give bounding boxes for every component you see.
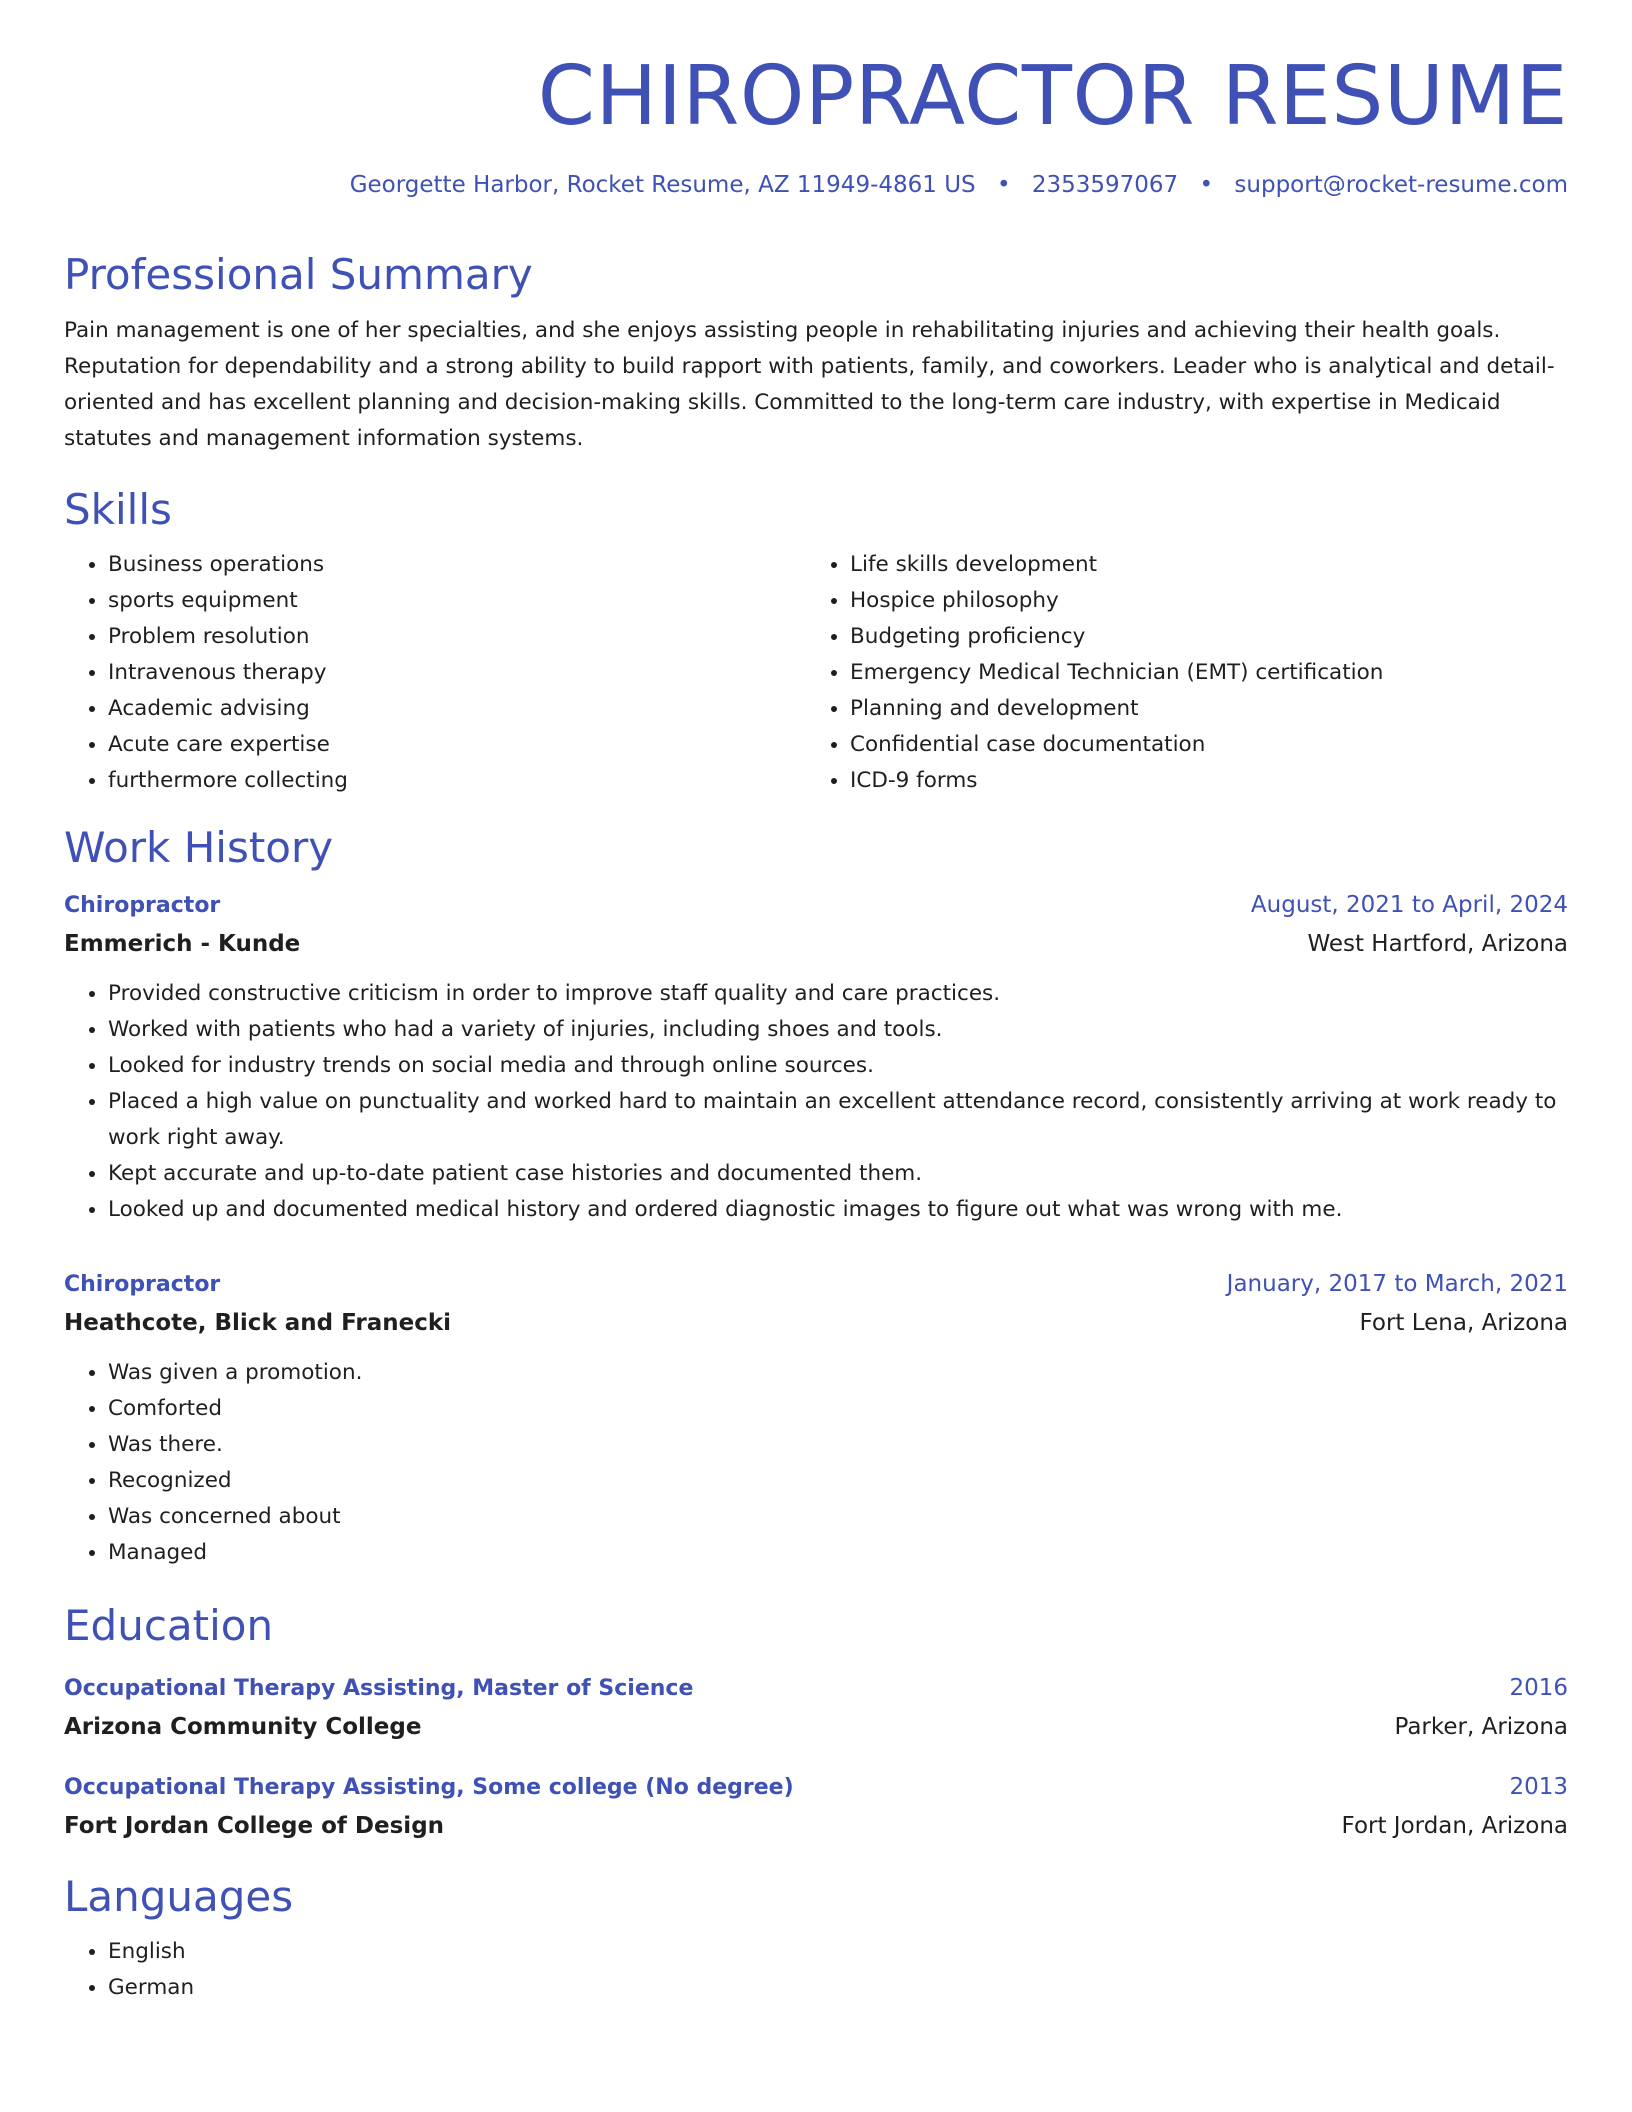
job-company: Emmerich - Kunde — [64, 931, 301, 958]
skill-item: • Hospice philosophy — [850, 583, 1548, 619]
contact-separator: • — [996, 172, 1011, 199]
language-item: • German — [108, 1970, 1568, 2006]
contact-address: Georgette Harbor, Rocket Resume, AZ 11949-4861 US — [349, 172, 976, 199]
education-degree-row — [64, 1668, 1568, 1709]
skills-column-left — [64, 547, 806, 799]
education-location: Parker, Arizona — [1394, 1713, 1568, 1740]
section-heading: Professional Summary — [64, 250, 533, 300]
work-history-section — [64, 823, 1568, 1571]
resume-title: CHIROPRACTOR RESUME — [537, 49, 1568, 144]
job-duty: • Kept accurate and up-to-date patient case histories and documented them. — [108, 1156, 1568, 1192]
skill-item: • Acute care expertise — [108, 727, 806, 763]
job-entry — [64, 1264, 1568, 1571]
education-degree: Occupational Therapy Assisting, Some college (No degree) — [64, 1774, 794, 1800]
summary-text: Pain management is one of her specialties, and she enjoys assisting people in rehabilitating injuries and achieving their health goals. Reputation for dependability and a strong ability to build rapport with patients, family, and coworkers. Leader who is analytical and detail-oriented and has excellent planning and decision-making skills. Committed to the long-term care industry, with expertise in Medicaid statutes and management information systems. — [64, 317, 1555, 451]
skills-grid — [64, 547, 1568, 799]
job-duty: • Was concerned about — [108, 1499, 1568, 1535]
education-entry — [64, 1668, 1568, 1745]
section-heading: Work History — [64, 822, 334, 872]
job-duty: • Worked with patients who had a variety of injuries, including shoes and tools. — [108, 1012, 1568, 1048]
education-year: 2013 — [1509, 1773, 1568, 1800]
skill-item: • furthermore collecting — [108, 763, 806, 799]
skill-item: • Confidential case documentation — [850, 727, 1548, 763]
education-section — [64, 1601, 1568, 1843]
languages-section — [64, 1872, 1568, 2006]
job-duties-list — [64, 1355, 1568, 1571]
job-duty: • Placed a high value on punctuality and worked hard to maintain an excellent attendance record, consistently arriving at work ready to work right away. — [108, 1084, 1568, 1156]
skills-section — [64, 485, 1568, 799]
job-duty: • Provided constructive criticism in order to improve staff quality and care practices. — [108, 976, 1568, 1012]
job-title-row — [64, 885, 1568, 926]
job-duties-list — [64, 976, 1568, 1228]
education-degree: Occupational Therapy Assisting, Master of Science — [64, 1675, 694, 1701]
job-company-row — [64, 926, 1568, 962]
job-company: Heathcote, Blick and Franecki — [64, 1310, 452, 1337]
education-school-row — [64, 1808, 1568, 1844]
education-school: Arizona Community College — [64, 1713, 422, 1740]
skills-column-right — [806, 547, 1548, 799]
resume-page — [64, 40, 1568, 2006]
job-role: Chiropractor — [64, 1272, 221, 1298]
job-duty: • Comforted — [108, 1391, 1568, 1427]
contact-separator: • — [1199, 172, 1214, 199]
skill-item: • Intravenous therapy — [108, 655, 806, 691]
job-title-row — [64, 1264, 1568, 1305]
job-entry — [64, 885, 1568, 1228]
skill-item: • Budgeting proficiency — [850, 619, 1548, 655]
job-duty: • Was given a promotion. — [108, 1355, 1568, 1391]
job-location: Fort Lena, Arizona — [1359, 1310, 1568, 1337]
skills-list-left — [64, 547, 806, 799]
job-duty: • Was there. — [108, 1427, 1568, 1463]
skill-item: • sports equipment — [108, 583, 806, 619]
job-role: Chiropractor — [64, 893, 221, 919]
education-year: 2016 — [1509, 1674, 1568, 1701]
skill-item: • Planning and development — [850, 691, 1548, 727]
education-location: Fort Jordan, Arizona — [1341, 1812, 1568, 1839]
section-heading: Languages — [64, 1871, 294, 1921]
job-duty: • Recognized — [108, 1463, 1568, 1499]
job-duty: • Looked up and documented medical history and ordered diagnostic images to figure out what was wrong with me. — [108, 1192, 1568, 1228]
education-school-row — [64, 1709, 1568, 1745]
job-duty: • Managed — [108, 1535, 1568, 1571]
language-item: • English — [108, 1934, 1568, 1970]
skills-list-right — [806, 547, 1548, 799]
job-company-row — [64, 1305, 1568, 1341]
resume-header — [64, 49, 1568, 199]
education-entry — [64, 1767, 1568, 1844]
education-school: Fort Jordan College of Design — [64, 1812, 445, 1839]
skill-item: • Problem resolution — [108, 619, 806, 655]
job-duty: • Looked for industry trends on social media and through online sources. — [108, 1048, 1568, 1084]
skill-item: • Business operations — [108, 547, 806, 583]
contact-email: support@rocket-resume.com — [1234, 172, 1568, 199]
skill-item: • ICD-9 forms — [850, 763, 1548, 799]
contact-phone: 2353597067 — [1031, 172, 1179, 199]
section-heading: Education — [64, 1601, 274, 1651]
contact-line — [64, 172, 1568, 198]
professional-summary-section — [64, 250, 1568, 456]
skill-item: • Life skills development — [850, 547, 1548, 583]
education-degree-row — [64, 1767, 1568, 1808]
languages-list — [64, 1934, 1568, 2006]
job-dates: August, 2021 to April, 2024 — [1250, 892, 1568, 919]
job-dates: January, 2017 to March, 2021 — [1226, 1271, 1568, 1298]
skill-item: • Academic advising — [108, 691, 806, 727]
section-heading: Skills — [64, 484, 172, 534]
skill-item: • Emergency Medical Technician (EMT) certification — [850, 655, 1548, 691]
job-location: West Hartford, Arizona — [1307, 931, 1568, 958]
